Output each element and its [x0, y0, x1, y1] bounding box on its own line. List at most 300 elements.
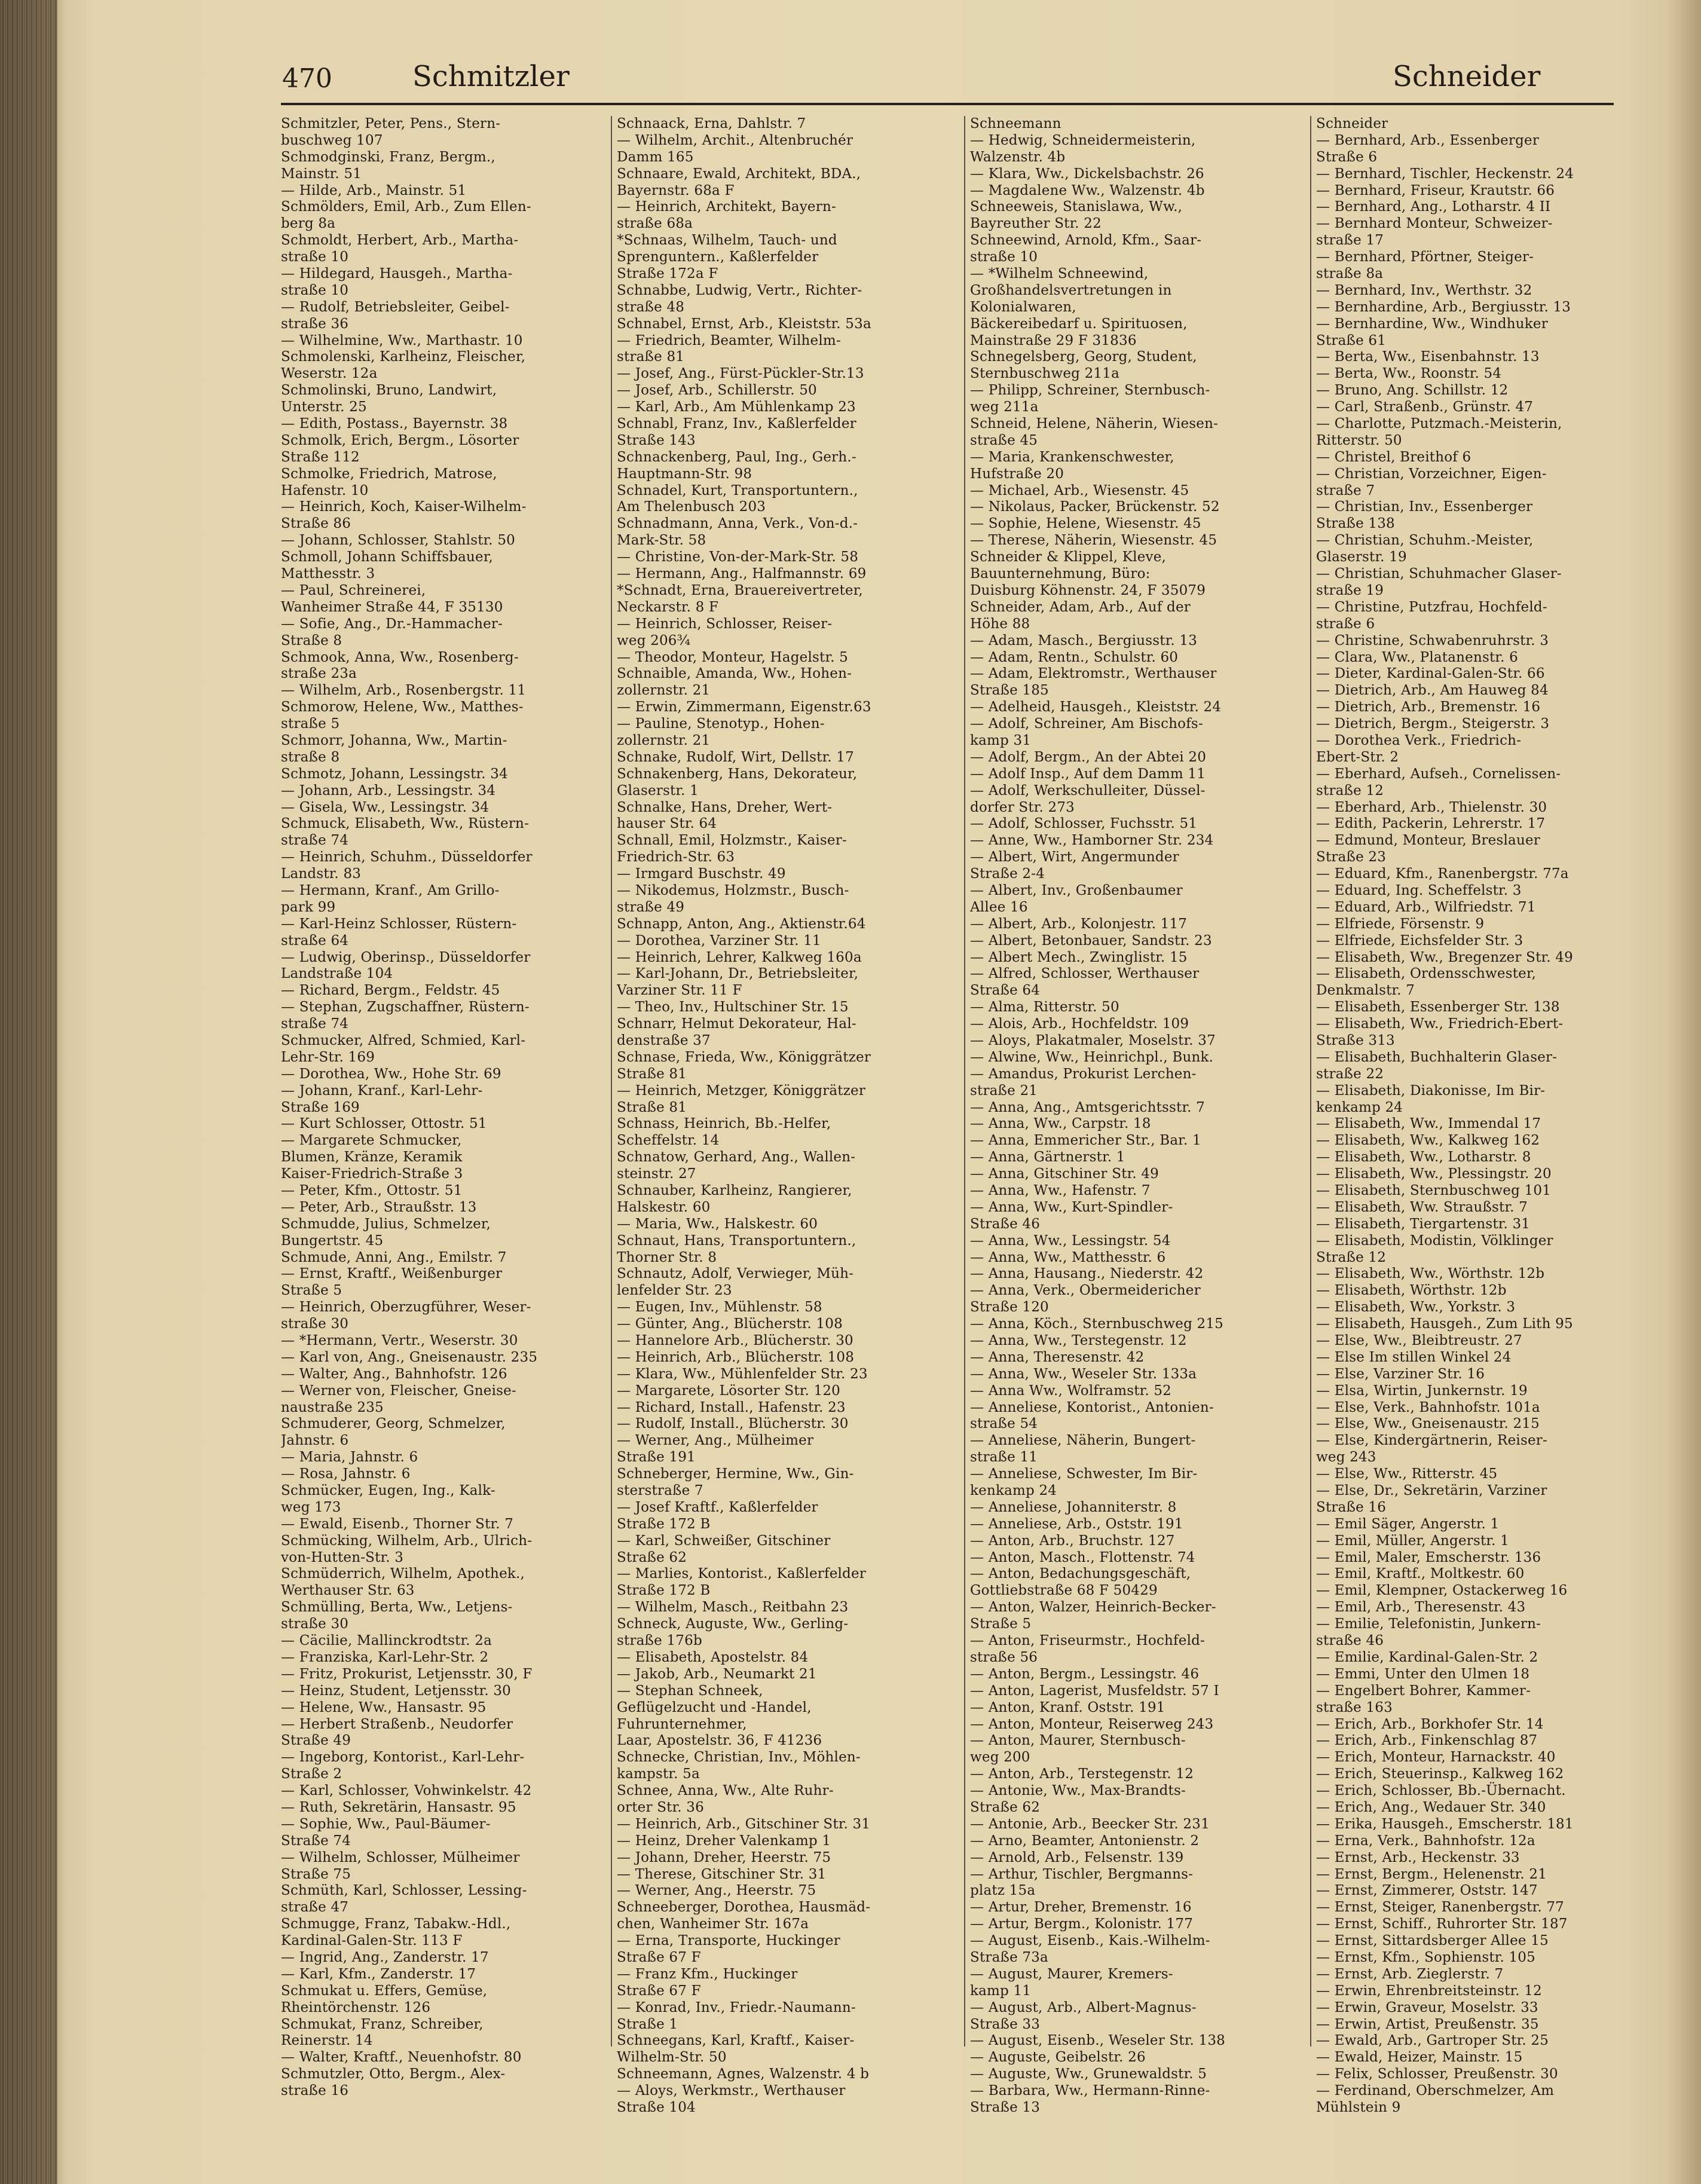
directory-line: — Albert Mech., Zwinglistr. 15	[970, 949, 1188, 965]
directory-line: — Berta, Ww., Eisenbahnstr. 13	[1316, 349, 1540, 365]
directory-line: — Auguste, Geibelstr. 26	[970, 2050, 1146, 2066]
directory-line: Schmukat u. Effers, Gemüse,	[281, 1983, 488, 1999]
directory-line: — Elisabeth, Ordensschwester,	[1316, 966, 1537, 982]
directory-line: Denkmalstr. 7	[1316, 983, 1415, 999]
directory-line: — Anna, Ww., Kurt-Spindler-	[970, 1199, 1173, 1215]
directory-line: Straße 138	[1316, 516, 1395, 532]
directory-line: — Emmi, Unter den Ulmen 18	[1316, 1666, 1530, 1682]
directory-line: platz 15a	[970, 1883, 1036, 1899]
directory-line: — Christine, Von-der-Mark-Str. 58	[617, 549, 859, 565]
directory-line: hauser Str. 64	[617, 816, 717, 832]
directory-line: — Anton, Monteur, Reiserweg 243	[970, 1716, 1214, 1732]
directory-line: — Sophie, Helene, Wiesenstr. 45	[970, 516, 1201, 532]
directory-line: orter Str. 36	[617, 1799, 704, 1815]
directory-line: — Else, Ww., Gneisenaustr. 215	[1316, 1416, 1540, 1432]
directory-line: — Barbara, Ww., Hermann-Rinne-	[970, 2083, 1210, 2099]
directory-line: — Adolf, Bergm., An der Abtei 20	[970, 749, 1207, 765]
directory-line: Straße 120	[970, 1299, 1049, 1316]
directory-line: Mainstr. 51	[281, 166, 362, 182]
directory-line: — Anna, Ww., Carpstr. 18	[970, 1116, 1151, 1132]
directory-line: Schneider, Adam, Arb., Auf der	[970, 599, 1191, 615]
directory-line: Halskestr. 60	[617, 1199, 711, 1215]
directory-line: Straße 6	[1316, 149, 1378, 165]
directory-line: — Engelbert Bohrer, Kammer-	[1316, 1683, 1531, 1699]
directory-line: Schmorr, Johanna, Ww., Martin-	[281, 732, 507, 748]
directory-line: straße 21	[970, 1082, 1038, 1099]
directory-line: Wilhelm-Str. 50	[617, 2050, 727, 2066]
directory-line: — Bernhard, Pförtner, Steiger-	[1316, 249, 1534, 265]
directory-line: — Anna, Emmericher Str., Bar. 1	[970, 1133, 1201, 1149]
column-4	[1316, 116, 1627, 2116]
directory-line: — Emil, Kraftf., Moltkestr. 60	[1316, 1566, 1525, 1582]
directory-line: — Dietrich, Arb., Am Hauweg 84	[1316, 683, 1549, 699]
directory-line: — Christine, Putzfrau, Hochfeld-	[1316, 599, 1547, 615]
directory-line: — Hildegard, Hausgeh., Martha-	[281, 266, 513, 282]
directory-line: Lehr-Str. 169	[281, 1049, 375, 1065]
directory-line: — Therese, Näherin, Wiesenstr. 45	[970, 533, 1217, 549]
header-rule	[281, 103, 1614, 105]
directory-line: Schnakenberg, Hans, Dekorateur,	[617, 766, 858, 782]
directory-line: weg 200	[970, 1749, 1030, 1766]
directory-line: straße 45	[970, 432, 1038, 448]
directory-line: — Elisabeth, Essenberger Str. 138	[1316, 999, 1560, 1015]
directory-line: straße 49	[617, 899, 685, 915]
directory-line: — Anna, Ww., Terstegenstr. 12	[970, 1333, 1187, 1349]
directory-line: — Heinrich, Arb., Blücherstr. 108	[617, 1349, 855, 1365]
directory-line: — Elisabeth, Ww., Immendal 17	[1316, 1116, 1541, 1132]
directory-line: Glaserstr. 19	[1316, 549, 1407, 565]
directory-line: von-Hutten-Str. 3	[281, 1549, 404, 1565]
directory-line: — Karl von, Ang., Gneisenaustr. 235	[281, 1349, 538, 1365]
directory-line: Straße 67 F	[617, 1949, 701, 1965]
directory-line: straße 22	[1316, 1066, 1384, 1082]
directory-line: Straße 1	[617, 2016, 678, 2032]
directory-line: Schmülling, Berta, Ww., Letjens-	[281, 1599, 513, 1616]
directory-line: — Edith, Packerin, Lehrerstr. 17	[1316, 816, 1546, 832]
directory-line: — Elisabeth, Wörthstr. 12b	[1316, 1283, 1507, 1299]
directory-line: Straße 8	[281, 632, 342, 649]
directory-line: Duisburg Köhnenstr. 24, F 35079	[970, 582, 1206, 598]
directory-line: — Ernst, Schiff., Ruhrorter Str. 187	[1316, 1916, 1568, 1932]
directory-line: — Anna, Hausang., Niederstr. 42	[970, 1266, 1204, 1282]
directory-line: Schnarr, Helmut Dekorateur, Hal-	[617, 1016, 856, 1032]
directory-line: — Dorothea, Ww., Hohe Str. 69	[281, 1066, 501, 1082]
directory-line: — *Wilhelm Schneewind,	[970, 266, 1149, 282]
directory-line: — Ernst, Bergm., Helenenstr. 21	[1316, 1866, 1547, 1882]
directory-line: — Aloys, Plakatmaler, Moselstr. 37	[970, 1032, 1216, 1048]
directory-line: — Irmgard Buschstr. 49	[617, 866, 786, 882]
directory-line: Straße 67 F	[617, 1983, 701, 1999]
directory-line: Straße 185	[970, 683, 1049, 699]
directory-line: Straße 5	[281, 1283, 342, 1299]
directory-line: — Josef, Ang., Fürst-Pückler-Str.13	[617, 366, 864, 382]
directory-line: — Wilhelm, Archit., Altenbruchér	[617, 132, 853, 148]
directory-line: — Elisabeth, Apostelstr. 84	[617, 1649, 809, 1665]
column-3	[970, 116, 1293, 2116]
directory-line: — Albert, Arb., Kolonjestr. 117	[970, 916, 1188, 932]
directory-line: straße 6	[1316, 616, 1375, 632]
directory-line: — Eduard, Kfm., Ranenbergstr. 77a	[1316, 866, 1569, 882]
directory-line: — Clara, Ww., Platanenstr. 6	[1316, 649, 1518, 665]
directory-line: — Richard, Install., Hafenstr. 23	[617, 1399, 846, 1415]
directory-line: — Rosa, Jahnstr. 6	[281, 1466, 411, 1482]
page-number: 470	[282, 63, 332, 94]
directory-line: — Klara, Ww., Dickelsbachstr. 26	[970, 166, 1204, 182]
directory-line: zollernstr. 21	[617, 732, 711, 748]
directory-line: Fuhrunternehmer,	[617, 1716, 747, 1732]
directory-line: — Johann, Arb., Lessingstr. 34	[281, 782, 496, 799]
directory-line: — Arthur, Tischler, Bergmanns-	[970, 1866, 1194, 1882]
directory-line: — Herbert Straßenb., Neudorfer	[281, 1716, 513, 1732]
directory-line: — Heinrich, Koch, Kaiser-Wilhelm-	[281, 499, 527, 515]
directory-line: — Elisabeth, Ww., Plessingstr. 20	[1316, 1166, 1552, 1182]
directory-line: Schnaare, Ewald, Architekt, BDA.,	[617, 166, 861, 182]
directory-line: chen, Wanheimer Str. 167a	[617, 1916, 809, 1932]
directory-line: Matthesstr. 3	[281, 566, 375, 582]
directory-line: — Anna, Ang., Amtsgerichtsstr. 7	[970, 1099, 1206, 1115]
directory-line: — Charlotte, Putzmach.-Meisterin,	[1316, 416, 1562, 432]
directory-line: Schneeberger, Dorothea, Hausmäd-	[617, 1899, 871, 1916]
directory-line: Straße 64	[970, 983, 1041, 999]
directory-line: — Christian, Inv., Essenberger	[1316, 499, 1533, 515]
directory-line: Schnaut, Hans, Transportuntern.,	[617, 1232, 856, 1249]
directory-line: — August, Eisenb., Kais.-Wilhelm-	[970, 1933, 1210, 1949]
directory-line: — Edith, Postass., Bayernstr. 38	[281, 416, 508, 432]
directory-line: Laar, Apostelstr. 36, F 41236	[617, 1733, 822, 1749]
directory-line: Straße 104	[617, 2099, 696, 2115]
directory-line: Schneid, Helene, Näherin, Wiesen-	[970, 416, 1219, 432]
directory-line: — Emilie, Telefonistin, Junkern-	[1316, 1616, 1541, 1632]
directory-line: Kardinal-Galen-Str. 113 F	[281, 1933, 463, 1949]
directory-line: — Erwin, Ehrenbreitsteinstr. 12	[1316, 1983, 1542, 1999]
directory-line: — Anton, Bergm., Lessingstr. 46	[970, 1666, 1200, 1682]
directory-line: — Theo, Inv., Hultschiner Str. 15	[617, 999, 849, 1015]
directory-line: berg 8a	[281, 216, 336, 232]
directory-line: Schnackenberg, Paul, Ing., Gerh.-	[617, 449, 856, 465]
directory-line: — Hermann, Ang., Halfmannstr. 69	[617, 566, 867, 582]
directory-line: — Anna, Ww., Matthesstr. 6	[970, 1249, 1166, 1265]
directory-line: Schneider & Klippel, Kleve,	[970, 549, 1167, 565]
directory-line: — Hedwig, Schneidermeisterin,	[970, 132, 1196, 148]
directory-line: — Dieter, Kardinal-Galen-Str. 66	[1316, 666, 1545, 682]
directory-line: Schmüth, Karl, Schlosser, Lessing-	[281, 1883, 527, 1899]
directory-line: — Ewald, Eisenb., Thorner Str. 7	[281, 1516, 514, 1532]
directory-line: — Sophie, Ww., Paul-Bäumer-	[281, 1816, 491, 1832]
directory-line: — Anna, Ww., Hafenstr. 7	[970, 1183, 1151, 1198]
directory-line: — Anne, Ww., Hamborner Str. 234	[970, 833, 1214, 849]
directory-line: — Richard, Bergm., Feldstr. 45	[281, 983, 500, 999]
directory-line: — Antonie, Arb., Beecker Str. 231	[970, 1816, 1210, 1832]
directory-line: Schmuderer, Georg, Schmelzer,	[281, 1416, 506, 1432]
directory-line: — Bernhardine, Arb., Bergiusstr. 13	[1316, 299, 1571, 315]
directory-line: Straße 172 B	[617, 1516, 711, 1532]
directory-line: Schmutzler, Otto, Bergm., Alex-	[281, 2066, 506, 2082]
directory-line: straße 46	[1316, 1633, 1384, 1649]
directory-line: — Anton, Kranf. Oststr. 191	[970, 1699, 1165, 1715]
directory-line: — Anna, Ww., Weseler Str. 133a	[970, 1366, 1197, 1382]
directory-line: Kaiser-Friedrich-Straße 3	[281, 1166, 463, 1182]
directory-line: Bayernstr. 68a F	[617, 182, 735, 198]
directory-line: — Ernst, Arb. Zieglerstr. 7	[1316, 1966, 1504, 1982]
directory-line: Schneberger, Hermine, Ww., Gin-	[617, 1466, 854, 1482]
directory-line: — Bernhard Monteur, Schweizer-	[1316, 216, 1553, 232]
directory-line: — Adolf, Werkschulleiter, Düssel-	[970, 782, 1206, 799]
directory-line: Rheintörchenstr. 126	[281, 1999, 431, 2015]
directory-line: — Eugen, Inv., Mühlenstr. 58	[617, 1299, 822, 1316]
directory-line: Schmotz, Johann, Lessingstr. 34	[281, 766, 508, 782]
column-1	[281, 116, 604, 2100]
directory-line: straße 54	[970, 1416, 1038, 1432]
directory-line: Unterstr. 25	[281, 399, 367, 415]
directory-line: Schnautz, Adolf, Verwieger, Müh-	[617, 1266, 854, 1282]
directory-line: Mark-Str. 58	[617, 533, 706, 549]
directory-line: Bayreuther Str. 22	[970, 216, 1102, 232]
directory-line: Schmücking, Wilhelm, Arb., Ulrich-	[281, 1533, 533, 1549]
directory-line: — Johann, Kranf., Karl-Lehr-	[281, 1082, 483, 1099]
directory-line: Blumen, Kränze, Keramik	[281, 1149, 463, 1166]
directory-line: — Erich, Monteur, Harnackstr. 40	[1316, 1749, 1556, 1766]
directory-line: Schneider	[1316, 116, 1388, 131]
directory-line: — Heinrich, Schuhm., Düsseldorfer	[281, 849, 533, 865]
directory-line: — Adolf, Schreiner, Am Bischofs-	[970, 716, 1203, 732]
directory-line: — Elisabeth, Ww., Kalkweg 162	[1316, 1133, 1540, 1149]
directory-line: Straße 172a F	[617, 266, 718, 282]
directory-line: — Kurt Schlosser, Ottostr. 51	[281, 1116, 487, 1132]
directory-line: — Ernst, Sittardsberger Allee 15	[1316, 1933, 1549, 1949]
directory-line: straße 5	[281, 716, 340, 732]
directory-line: — Philipp, Schreiner, Sternbusch-	[970, 383, 1210, 399]
directory-line: straße 74	[281, 833, 349, 849]
directory-line: — Anneliese, Schwester, Im Bir-	[970, 1466, 1198, 1482]
directory-line: — Amandus, Prokurist Lerchen-	[970, 1066, 1197, 1082]
directory-line: Kolonialwaren,	[970, 299, 1076, 315]
directory-line: Straße 73a	[970, 1949, 1048, 1965]
directory-line: — Anton, Arb., Bruchstr. 127	[970, 1533, 1175, 1549]
directory-line: — Ernst, Arb., Heckenstr. 33	[1316, 1849, 1520, 1865]
directory-line: — Ruth, Sekretärin, Hansastr. 95	[281, 1799, 516, 1815]
directory-line: — Albert, Inv., Großenbaumer	[970, 882, 1183, 898]
directory-line: — Ingeborg, Kontorist., Karl-Lehr-	[281, 1749, 525, 1766]
directory-line: — *Hermann, Vertr., Weserstr. 30	[281, 1333, 518, 1349]
directory-line: — Marlies, Kontorist., Kaßlerfelder	[617, 1566, 866, 1582]
directory-line: — Ernst, Kraftf., Weißenburger	[281, 1266, 503, 1282]
directory-line: — Theodor, Monteur, Hagelstr. 5	[617, 649, 848, 665]
directory-line: — Christel, Breithof 6	[1316, 449, 1471, 465]
directory-line: *Schnaas, Wilhelm, Tauch- und	[617, 233, 837, 249]
directory-line: Straße 81	[617, 1066, 687, 1082]
directory-line: Schnabl, Franz, Inv., Kaßlerfelder	[617, 416, 856, 432]
directory-line: — Emil, Klempner, Ostackerweg 16	[1316, 1583, 1568, 1599]
directory-line: straße 17	[1316, 233, 1384, 249]
directory-line: — Anton, Bedachungsgeschäft,	[970, 1566, 1191, 1582]
directory-line: — Karl, Arb., Am Mühlenkamp 23	[617, 399, 856, 415]
directory-line: — Anton, Friseurmstr., Hochfeld-	[970, 1633, 1206, 1649]
directory-line: Schmitzler, Peter, Pens., Stern-	[281, 116, 501, 131]
directory-line: Hufstraße 20	[970, 466, 1064, 482]
directory-line: — Elisabeth, Ww., Friedrich-Ebert-	[1316, 1016, 1564, 1032]
directory-line: — Bernhard, Arb., Essenberger	[1316, 132, 1540, 148]
directory-line: — August, Maurer, Kremers-	[970, 1966, 1173, 1982]
directory-line: weg 243	[1316, 1449, 1376, 1466]
directory-line: straße 10	[281, 249, 349, 265]
directory-line: Höhe 88	[970, 616, 1030, 632]
directory-line: — Sofie, Ang., Dr.-Hammacher-	[281, 616, 503, 632]
directory-line: Werthauser Str. 63	[281, 1583, 415, 1599]
directory-line: — Else, Varziner Str. 16	[1316, 1366, 1485, 1382]
directory-line: — Peter, Arb., Straußstr. 13	[281, 1199, 477, 1215]
directory-line: Wanheimer Straße 44, F 35130	[281, 599, 503, 615]
directory-line: straße 30	[281, 1316, 349, 1332]
directory-line: — August, Arb., Albert-Magnus-	[970, 1999, 1197, 2015]
directory-line: — Elisabeth, Sternbuschweg 101	[1316, 1183, 1552, 1198]
directory-line: — Elisabeth, Diakonisse, Im Bir-	[1316, 1082, 1546, 1099]
directory-line: — Bernhardine, Ww., Windhuker	[1316, 316, 1548, 332]
directory-line: straße 7	[1316, 482, 1375, 498]
directory-line: Scheffelstr. 14	[617, 1133, 720, 1149]
directory-line: Straße 2-4	[970, 866, 1045, 882]
directory-line: Schmorow, Helene, Ww., Matthes-	[281, 699, 524, 715]
directory-line: — Friedrich, Beamter, Wilhelm-	[617, 332, 841, 348]
directory-line: — Anna, Theresenstr. 42	[970, 1349, 1145, 1365]
directory-line: — Walter, Kraftf., Neuenhofstr. 80	[281, 2050, 522, 2066]
directory-line: — Karl, Kfm., Zanderstr. 17	[281, 1966, 476, 1982]
directory-line: Schneegans, Karl, Kraftf., Kaiser-	[617, 2033, 855, 2049]
directory-line: — Berta, Ww., Roonstr. 54	[1316, 366, 1502, 382]
directory-line: — Ewald, Arb., Gartroper Str. 25	[1316, 2033, 1549, 2049]
directory-line: — Anna, Gärtnerstr. 1	[970, 1149, 1125, 1166]
directory-line: — August, Eisenb., Weseler Str. 138	[970, 2033, 1226, 2049]
directory-line: Glaserstr. 1	[617, 782, 699, 799]
directory-line: — Anneliese, Johanniterstr. 8	[970, 1499, 1177, 1515]
directory-line: — Pauline, Stenotyp., Hohen-	[617, 716, 825, 732]
page-edge-stack	[0, 0, 57, 2184]
directory-line: — Erika, Hausgeh., Emscherstr. 181	[1316, 1816, 1574, 1832]
directory-line: — Elisabeth, Ww., Bregenzer Str. 49	[1316, 949, 1573, 965]
directory-line: — Margarete, Lösorter Str. 120	[617, 1382, 840, 1399]
directory-line: — Werner, Ang., Heerstr. 75	[617, 1883, 816, 1899]
directory-line: straße 19	[1316, 582, 1384, 598]
directory-line: Reinerstr. 14	[281, 2033, 373, 2049]
directory-line: Jahnstr. 6	[281, 1433, 349, 1449]
column-divider	[611, 116, 612, 2047]
directory-line: — Anneliese, Näherin, Bungert-	[970, 1433, 1196, 1449]
directory-line: Geflügelzucht und -Handel,	[617, 1699, 812, 1715]
directory-line: — Werner, Ang., Mülheimer	[617, 1433, 814, 1449]
directory-line: straße 10	[281, 282, 349, 298]
directory-line: — Elisabeth, Ww., Wörthstr. 12b	[1316, 1266, 1545, 1282]
directory-line: straße 16	[281, 2083, 349, 2099]
directory-line: park 99	[281, 899, 336, 915]
directory-line: — Eduard, Ing. Scheffelstr. 3	[1316, 882, 1522, 898]
directory-line: Schmudde, Julius, Schmelzer,	[281, 1216, 491, 1232]
directory-line: Schmolenski, Karlheinz, Fleischer,	[281, 349, 526, 365]
directory-line: — Elisabeth, Modistin, Völklinger	[1316, 1232, 1553, 1249]
directory-line: — Bernhard, Tischler, Heckenstr. 24	[1316, 166, 1574, 182]
directory-line: — Josef, Arb., Schillerstr. 50	[617, 383, 817, 399]
directory-line: — Erich, Steuerinsp., Kalkweg 162	[1316, 1766, 1564, 1782]
directory-line: — Emil, Arb., Theresenstr. 43	[1316, 1599, 1526, 1616]
directory-line: — Karl-Heinz Schlosser, Rüstern-	[281, 916, 517, 932]
directory-line: — Ernst, Zimmerer, Oststr. 147	[1316, 1883, 1538, 1899]
directory-line: Schneeweis, Stanislawa, Ww.,	[970, 199, 1183, 215]
directory-line: Allee 16	[970, 899, 1028, 915]
directory-line: — Heinrich, Architekt, Bayern-	[617, 199, 836, 215]
directory-line: Straße 16	[1316, 1499, 1387, 1515]
directory-line: — Wilhelm, Schlosser, Mülheimer	[281, 1849, 520, 1865]
directory-line: — Else, Ww., Bleibtreustr. 27	[1316, 1333, 1522, 1349]
directory-line: — Bernhard, Ang., Lotharstr. 4 II	[1316, 199, 1551, 215]
column-divider	[1310, 116, 1311, 2047]
directory-line: — Elfriede, Eichsfelder Str. 3	[1316, 932, 1523, 949]
directory-line: — Erwin, Artist, Preußenstr. 35	[1316, 2016, 1539, 2032]
directory-line: straße 48	[617, 299, 685, 315]
directory-line: Straße 74	[281, 1833, 351, 1849]
directory-line: Straße 81	[617, 1099, 687, 1115]
directory-line: — Arnold, Arb., Felsenstr. 139	[970, 1849, 1184, 1865]
directory-line: — Erich, Ang., Wedauer Str. 340	[1316, 1799, 1546, 1815]
directory-line: — Alois, Arb., Hochfeldstr. 109	[970, 1016, 1189, 1032]
directory-line: Straße 33	[970, 2016, 1041, 2032]
directory-line: Bäckereibedarf u. Spirituosen,	[970, 316, 1188, 332]
directory-line: — Jakob, Arb., Neumarkt 21	[617, 1666, 817, 1682]
directory-line: — Erich, Schlosser, Bb.-Übernacht.	[1316, 1783, 1566, 1799]
directory-line: Schmook, Anna, Ww., Rosenberg-	[281, 649, 519, 665]
directory-line: Damm 165	[617, 149, 694, 165]
directory-line: Schmücker, Eugen, Ing., Kalk-	[281, 1483, 495, 1499]
directory-line: — Johann, Dreher, Heerstr. 75	[617, 1849, 831, 1865]
directory-line: — Günter, Ang., Blücherstr. 108	[617, 1316, 843, 1332]
directory-line: — Erna, Verk., Bahnhofstr. 12a	[1316, 1833, 1535, 1849]
directory-line: weg 206¾	[617, 632, 691, 649]
directory-line: — Heinrich, Oberzugführer, Weser-	[281, 1299, 531, 1316]
directory-line: Straße 5	[970, 1616, 1032, 1632]
directory-line: — Eberhard, Arb., Thielenstr. 30	[1316, 799, 1547, 815]
directory-line: Schmude, Anni, Ang., Emilstr. 7	[281, 1249, 507, 1265]
directory-line: — Elisabeth, Hausgeh., Zum Lith 95	[1316, 1316, 1573, 1332]
directory-line: — Werner von, Fleischer, Gneise-	[281, 1382, 516, 1399]
directory-line: denstraße 37	[617, 1032, 711, 1048]
directory-line: Straße 13	[970, 2099, 1041, 2115]
directory-line: Großhandelsvertretungen in	[970, 282, 1172, 298]
directory-line: straße 74	[281, 1016, 349, 1032]
directory-line: Hauptmann-Str. 98	[617, 466, 752, 482]
directory-line: straße 36	[281, 316, 349, 332]
directory-line: — Klara, Ww., Mühlenfelder Str. 23	[617, 1366, 868, 1382]
directory-line: — Auguste, Ww., Grunewaldstr. 5	[970, 2066, 1207, 2082]
directory-line: sterstraße 7	[617, 1483, 703, 1499]
directory-line: — Bernhard, Inv., Werthstr. 32	[1316, 282, 1532, 298]
directory-line: Schmolinski, Bruno, Landwirt,	[281, 383, 497, 399]
directory-line: straße 56	[970, 1649, 1038, 1665]
directory-line: Friedrich-Str. 63	[617, 849, 735, 865]
directory-line: — Margarete Schmucker,	[281, 1133, 462, 1149]
directory-line: straße 64	[281, 932, 349, 949]
directory-line: — Edmund, Monteur, Breslauer	[1316, 833, 1540, 849]
directory-line: — Anton, Lagerist, Musfeldstr. 57 I	[970, 1683, 1219, 1699]
directory-line: Schmugge, Franz, Tabakw.-Hdl.,	[281, 1916, 511, 1932]
directory-line: — Heinz, Student, Letjensstr. 30	[281, 1683, 512, 1699]
directory-line: Straße 23	[1316, 849, 1387, 865]
directory-line: — Anna, Ww., Lessingstr. 54	[970, 1232, 1171, 1249]
directory-line: — Karl, Schlosser, Vohwinkelstr. 42	[281, 1783, 532, 1799]
directory-line: — Else, Dr., Sekretärin, Varziner	[1316, 1483, 1547, 1499]
directory-line: straße 12	[1316, 782, 1384, 799]
directory-line: — Maria, Jahnstr. 6	[281, 1449, 418, 1466]
directory-line: — Anna, Köch., Sternbuschweg 215	[970, 1316, 1224, 1332]
directory-line: — Elfriede, Försenstr. 9	[1316, 916, 1485, 932]
directory-line: — Stephan, Zugschaffner, Rüstern-	[281, 999, 530, 1015]
directory-line: Schnapp, Anton, Ang., Aktienstr.64	[617, 916, 866, 932]
